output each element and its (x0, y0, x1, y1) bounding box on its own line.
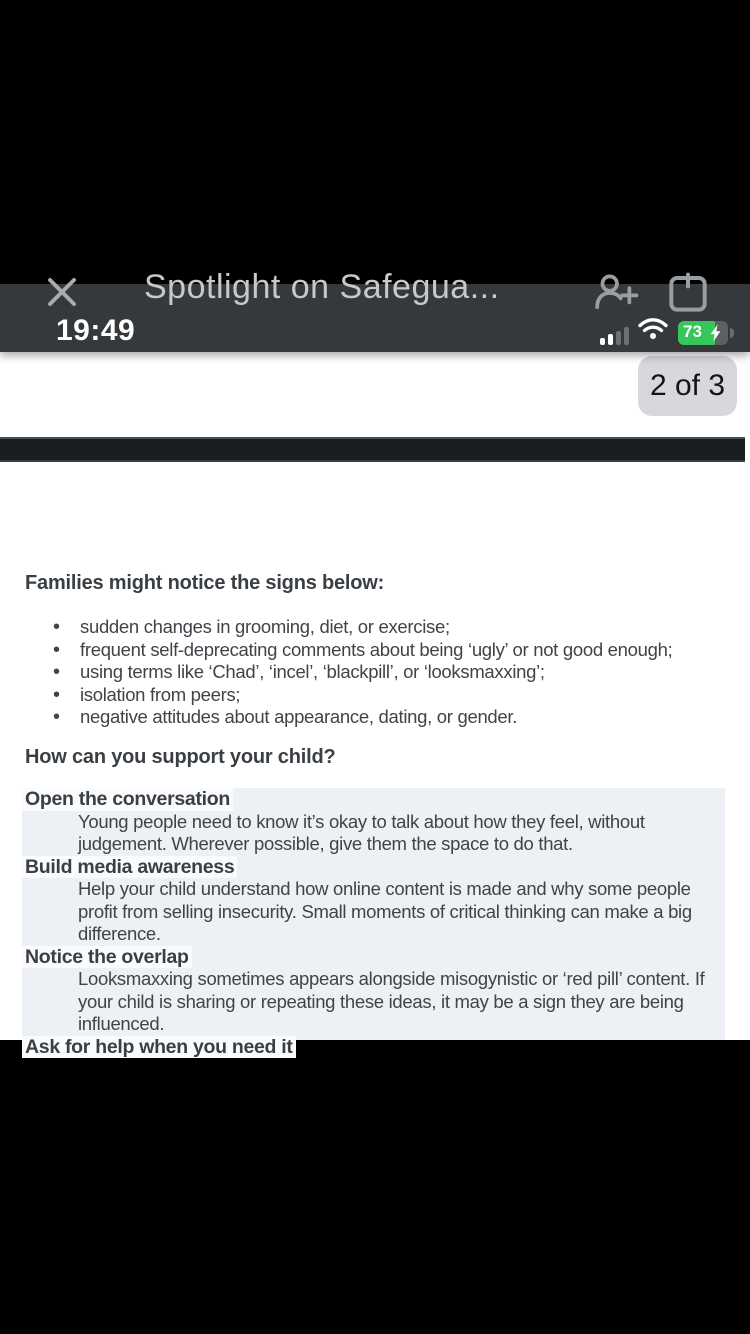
section-text: Help your child understand how online content is made and why some people (78, 878, 691, 899)
battery-percent: 73 (683, 322, 702, 341)
close-icon[interactable] (44, 274, 80, 310)
screenshot-capture-area (0, 268, 750, 1058)
section-title: Build media awareness (22, 856, 725, 879)
list-item: • using terms like ‘Chad’, ‘incel’, ‘blackpill’, or ‘looksmaxxing’; (25, 661, 672, 684)
battery-icon (678, 321, 728, 345)
list-item: • frequent self-deprecating comments about being ‘ugly’ or not good enough; (25, 639, 672, 662)
viewer-header (0, 268, 750, 352)
support-heading: How can you support your child? (25, 746, 336, 768)
section-text: influenced. (78, 1013, 165, 1034)
signs-heading: Families might notice the signs below: (25, 572, 385, 594)
battery-cap (730, 328, 734, 338)
document-page[interactable] (0, 462, 750, 1058)
status-indicators (600, 317, 734, 345)
support-panel (22, 788, 725, 1058)
open-in-icon[interactable] (668, 274, 712, 312)
status-time: 19:49 (56, 314, 136, 347)
section-text: profit from selling insecurity. Small moments of critical thinking can make a big (78, 900, 692, 922)
list-item: • negative attitudes about appearance, dating, or gender. (25, 706, 672, 729)
section-title: Notice the overlap (22, 946, 725, 969)
section-text: Young people need to know it’s okay to talk about how they feel, without (78, 810, 645, 832)
section-text: difference. (78, 923, 161, 944)
add-person-icon[interactable] (594, 274, 638, 312)
section-title: Open the conversation (22, 788, 725, 811)
list-item: • sudden changes in grooming, diet, or exercise; (25, 616, 672, 639)
viewer-titlebar (0, 266, 750, 318)
charging-bolt-icon (710, 324, 721, 347)
viewer-title: Spotlight on Safegua... (144, 268, 500, 306)
list-item: • isolation from peers; (25, 684, 672, 707)
page-divider-bar (0, 437, 745, 462)
section-text: your child is sharing or repeating these ideas, it may be a sign they are being (78, 990, 684, 1012)
signs-bullet-list (25, 616, 672, 729)
section-text: judgement. Wherever possible, give them the space to do that. (78, 833, 573, 854)
section-title-clipped: Ask for help when you need it (22, 1036, 725, 1059)
status-bar (0, 316, 750, 350)
section-text: Looksmaxxing sometimes appears alongside misogynistic or ‘red pill’ content. If (78, 968, 705, 989)
wifi-icon (638, 317, 668, 345)
page-indicator-badge: 2 of 3 (638, 356, 737, 416)
viewer-margin-strip (0, 352, 750, 437)
cellular-signal-icon (600, 327, 629, 345)
